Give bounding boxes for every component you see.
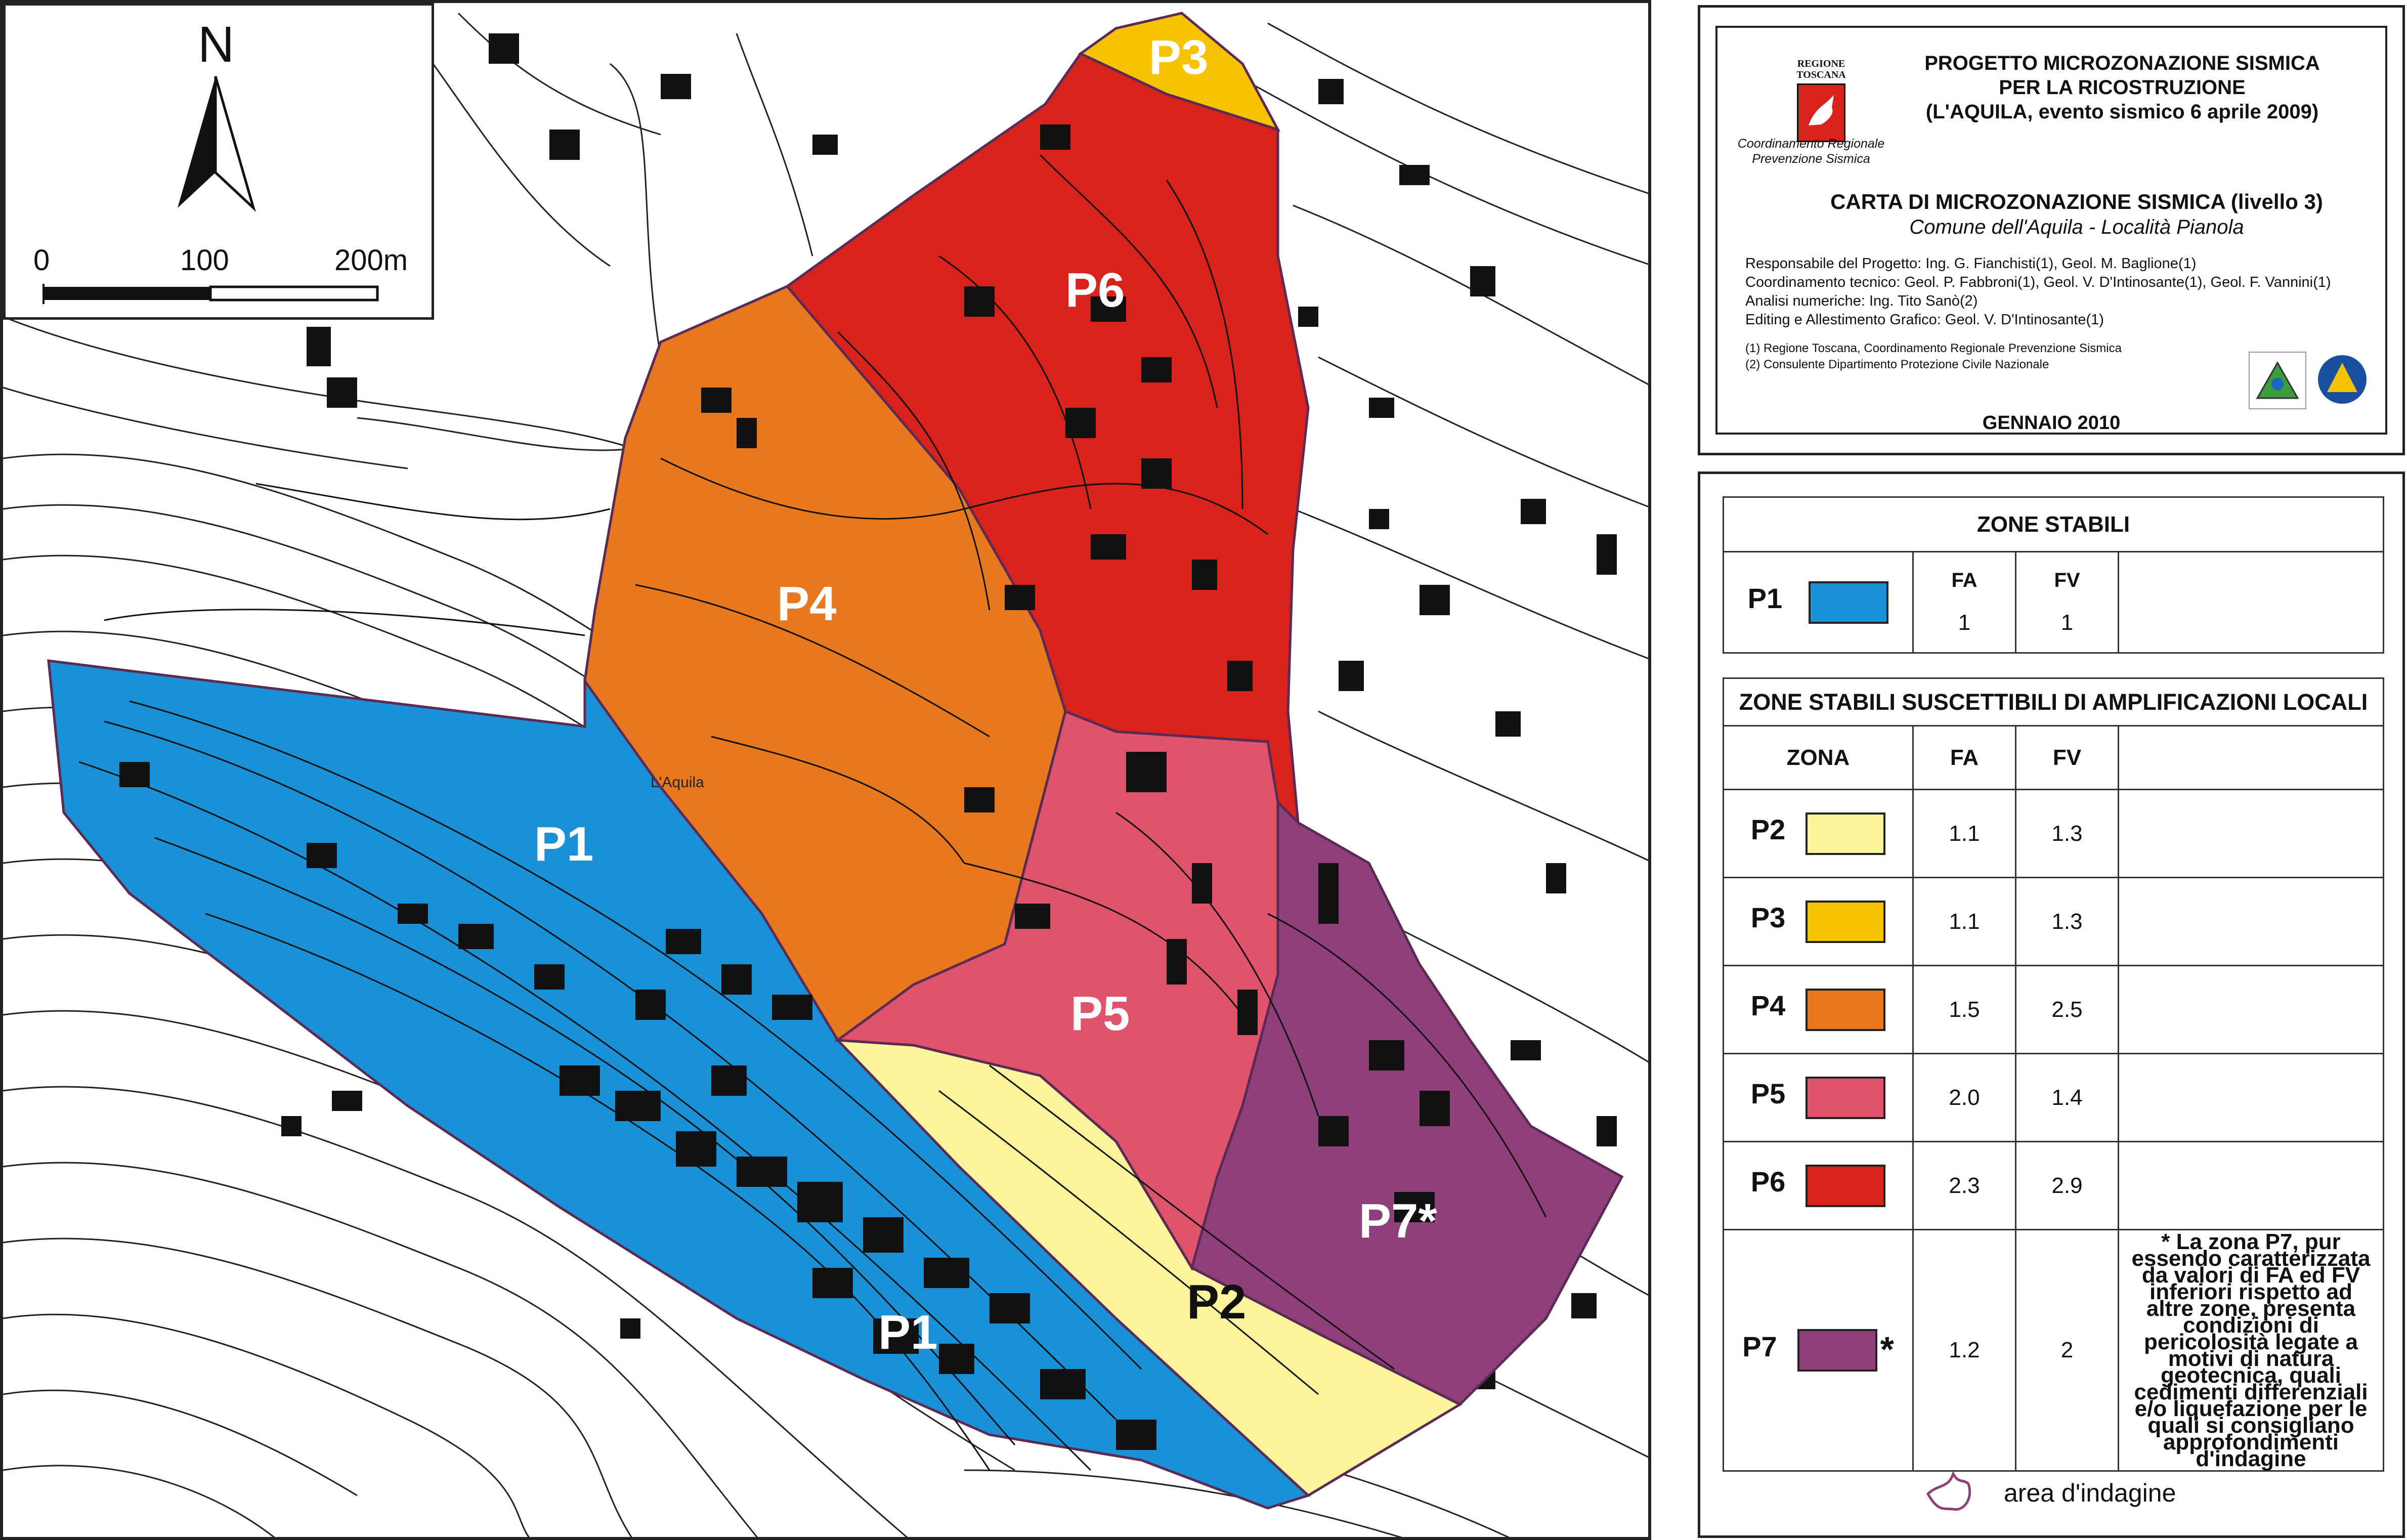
north-arrow-and-scale	[3, 3, 434, 320]
zone-label-p2: P2	[1187, 1275, 1247, 1329]
swatch-p5	[1806, 1077, 1885, 1119]
protezione-civile-logo	[2249, 352, 2306, 409]
fa-label: FA	[1951, 569, 1978, 591]
scale-tick-100: 100	[180, 244, 229, 277]
swatch-p2	[1806, 812, 1885, 855]
title-block-inner	[1715, 26, 2387, 435]
project-line-3: (L'AQUILA, evento sismico 6 aprile 2009)	[1925, 101, 2319, 123]
dipartimento-logo	[2314, 352, 2370, 407]
fa-value-p6: 2.3	[1913, 1142, 2016, 1230]
legend-row-p6	[1724, 1142, 1913, 1230]
zone-name-p5: P5	[1750, 1078, 1786, 1110]
swatch-p4	[1806, 989, 1885, 1031]
north-label: N	[198, 16, 235, 73]
legend-row-p2	[1724, 790, 1913, 878]
place-label: L'Aquila	[651, 774, 704, 791]
project-line-1: PROGETTO MICROZONAZIONE SISMICA	[1924, 52, 2320, 74]
swatch-p6	[1806, 1165, 1885, 1207]
map-subtitle: Comune dell'Aquila - Località Pianola	[1909, 216, 2244, 238]
fv-value-p5: 1.4	[2016, 1054, 2119, 1142]
zone-name-p1: P1	[1747, 582, 1783, 615]
empty-cell	[2119, 552, 2384, 653]
regione-toscana-logo	[1793, 58, 1849, 142]
header-fa: FA	[1913, 726, 2016, 790]
legend-row-p1	[1724, 552, 1913, 653]
legend-row-p3	[1724, 878, 1913, 966]
legend-row-p7	[1724, 1230, 1913, 1471]
fa-cell-p1	[1913, 552, 2016, 653]
credit-line: Analisi numeriche: Ing. Tito Sanò(2)	[1745, 293, 1978, 309]
fv-value-p6: 2.9	[2016, 1142, 2119, 1230]
fv-value-p7: 2	[2016, 1230, 2119, 1471]
legend-row-p4	[1724, 966, 1913, 1054]
credit-line: Editing e Allestimento Grafico: Geol. V. D'Intinosante(1)	[1745, 312, 2104, 328]
zone-label-p3: P3	[1149, 30, 1209, 84]
fa-value-p1: 1	[1958, 610, 1971, 635]
project-line-2: PER LA RICOSTRUZIONE	[1999, 76, 2246, 99]
footnote: (1) Regione Toscana, Coordinamento Regionale Prevenzione Sismica	[1745, 341, 2122, 355]
map-title: CARTA DI MICROZONAZIONE SISMICA (livello 3)	[1830, 190, 2323, 213]
org-caption-2: Prevenzione Sismica	[1752, 152, 1870, 166]
asterisk-p7: *	[1880, 1330, 1894, 1369]
empty-cell	[2119, 1142, 2384, 1230]
zone-label-p6: P6	[1065, 263, 1125, 317]
header-fv: FV	[2016, 726, 2119, 790]
legend-amplification-table	[1723, 677, 2384, 1472]
zone-name-p7: P7	[1742, 1330, 1777, 1362]
zone-label-p7: P7*	[1359, 1194, 1437, 1248]
regione-toscana-logo-text: REGIONE TOSCANA	[1796, 58, 1846, 80]
legend-stable-table	[1723, 496, 2384, 654]
fa-value-p5: 2.0	[1913, 1054, 2016, 1142]
empty-cell	[2119, 966, 2384, 1054]
title-block	[1698, 5, 2405, 455]
credit-line: Coordinamento tecnico: Geol. P. Fabbroni(1), Geol. V. D'Intinosante(1), Geol. F. Vannini(1)	[1745, 274, 2331, 290]
zone-label-p4: P4	[777, 577, 837, 631]
fv-value-p4: 2.5	[2016, 966, 2119, 1054]
zone-name-p6: P6	[1750, 1166, 1786, 1198]
zone-name-p4: P4	[1750, 990, 1786, 1022]
legend-row-p5	[1724, 1054, 1913, 1142]
fa-value-p2: 1.1	[1913, 790, 2016, 878]
stable-zones-title: ZONE STABILI	[1724, 497, 2384, 552]
fa-value-p7: 1.2	[1913, 1230, 2016, 1471]
amplification-title: ZONE STABILI SUSCETTIBILI DI AMPLIFICAZIONI LOCALI	[1724, 678, 2384, 726]
fv-value-p3: 1.3	[2016, 878, 2119, 966]
fa-value-p4: 1.5	[1913, 966, 2016, 1054]
footnote: (2) Consulente Dipartimento Protezione Civile Nazionale	[1745, 358, 2049, 371]
survey-area-boundary-icon	[1918, 1464, 1989, 1519]
scale-tick-200: 200m	[334, 244, 408, 277]
zone-name-p2: P2	[1750, 814, 1786, 846]
swatch-p1	[1809, 581, 1888, 624]
fv-cell-p1	[2016, 552, 2119, 653]
zone-label-p1-upper: P1	[534, 817, 594, 871]
swatch-p3	[1806, 901, 1885, 943]
fv-value-p1: 1	[2060, 610, 2074, 635]
credit-line: Responsabile del Progetto: Ing. G. Fianchisti(1), Geol. M. Baglione(1)	[1745, 255, 2197, 272]
survey-area-label: area d'indagine	[2004, 1479, 2176, 1507]
empty-cell	[2119, 1054, 2384, 1142]
map-date: GENNAIO 2010	[1982, 412, 2121, 434]
pegasus-icon	[1797, 83, 1845, 142]
org-caption-1: Coordinamento Regionale	[1737, 137, 1885, 151]
empty-cell	[2119, 726, 2384, 790]
zone-label-p5: P5	[1070, 987, 1130, 1041]
swatch-p7	[1797, 1329, 1877, 1372]
scale-tick-0: 0	[33, 244, 50, 277]
header-zona: ZONA	[1724, 726, 1913, 790]
zone-name-p3: P3	[1750, 902, 1786, 934]
zone-label-p1-lower: P1	[878, 1305, 938, 1359]
legend-block	[1698, 472, 2405, 1538]
fa-value-p3: 1.1	[1913, 878, 2016, 966]
empty-cell	[2119, 790, 2384, 878]
fv-label: FV	[2054, 569, 2080, 591]
empty-cell	[2119, 878, 2384, 966]
fv-value-p2: 1.3	[2016, 790, 2119, 878]
p7-note: * La zona P7, pur essendo caratterizzata da valori di FA ed FV inferiori rispetto ad altre zone, presenta condizioni di pericolosità legate a motivi di natura geotecnica, quali cedimenti differenziali e/o liquefazione per le quali si consigliano approfondimenti d'indagine	[2119, 1230, 2384, 1471]
